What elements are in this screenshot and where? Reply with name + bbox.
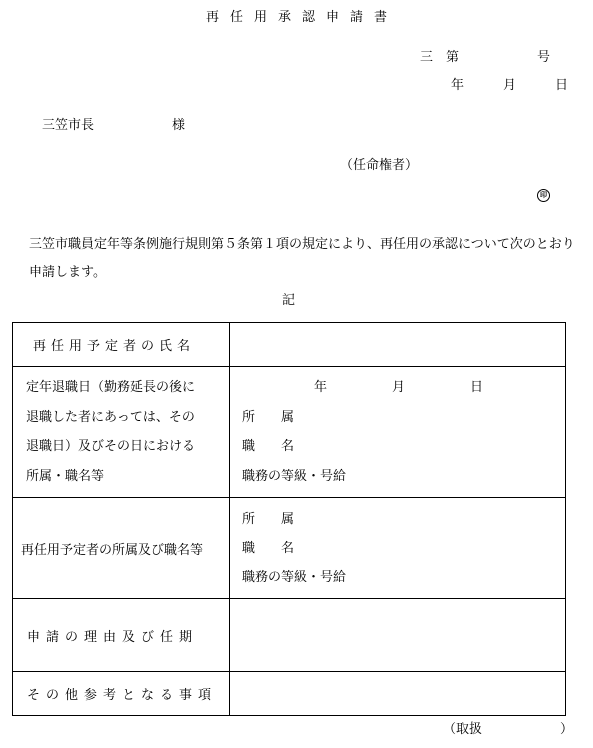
table-row — [13, 498, 566, 599]
seal-icon: 印 — [537, 189, 550, 202]
reappointee-label-cell — [13, 498, 230, 599]
date-line: 年 月 日 — [451, 78, 569, 93]
seal-mark — [537, 186, 550, 202]
document-title: 再任用承認申請書 — [205, 10, 398, 25]
retirement-details — [230, 373, 565, 491]
handling-footer: （取扱 ） — [443, 722, 574, 737]
retirement-label — [13, 373, 229, 491]
table-row — [13, 367, 566, 498]
retirement-label-line-4: 所属・職名等 — [26, 468, 105, 484]
table-row — [13, 599, 566, 672]
remarks-value-cell[interactable] — [230, 672, 566, 716]
retirement-label-line-2: 退職した者にあっては、その — [26, 409, 195, 425]
retirement-affiliation: 所 属 — [242, 409, 295, 425]
reappointee-label: 再任用予定者の所属及び職名等 — [21, 542, 204, 558]
remarks-label: その他参考となる事項 — [27, 688, 218, 703]
body-text: 三笠市職員定年等条例施行規則第５条第１項の規定により、再任用の承認について次のとおり申請します。 — [29, 237, 575, 280]
body-paragraph — [29, 231, 577, 287]
addressee: 三笠市長 様 — [42, 118, 186, 133]
name-value-cell[interactable] — [230, 323, 566, 367]
retirement-label-line-1: 定年退職日（勤務延長の後に — [26, 380, 196, 395]
reason-value-cell[interactable] — [230, 599, 566, 672]
retirement-label-cell — [13, 367, 230, 498]
name-label: 再任用予定者の氏名 — [33, 339, 196, 354]
reappointee-grade: 職務の等級・号給 — [242, 569, 347, 585]
table-row — [13, 672, 566, 716]
ki-heading: 記 — [282, 293, 296, 308]
application-form-table — [12, 322, 566, 716]
table-row — [13, 323, 566, 367]
appointer-label: （任命権者） — [340, 158, 419, 173]
reason-label-cell — [13, 599, 230, 672]
document-number-line: 三 第 号 — [420, 50, 551, 65]
reason-label: 申請の理由及び任期 — [27, 629, 199, 645]
reappointee-affiliation: 所 属 — [242, 511, 295, 527]
retirement-date: 年 月 日 — [314, 380, 484, 395]
retirement-label-line-3: 退職日）及びその日における — [26, 439, 196, 454]
reappointee-value-cell[interactable] — [230, 498, 566, 599]
retirement-grade: 職務の等級・号給 — [242, 468, 347, 484]
retirement-value-cell[interactable] — [230, 367, 566, 498]
reappointee-position: 職 名 — [242, 540, 295, 556]
remarks-label-cell — [13, 672, 230, 716]
reappointee-details — [230, 505, 565, 592]
name-label-cell — [13, 323, 230, 367]
retirement-position: 職 名 — [242, 439, 295, 454]
